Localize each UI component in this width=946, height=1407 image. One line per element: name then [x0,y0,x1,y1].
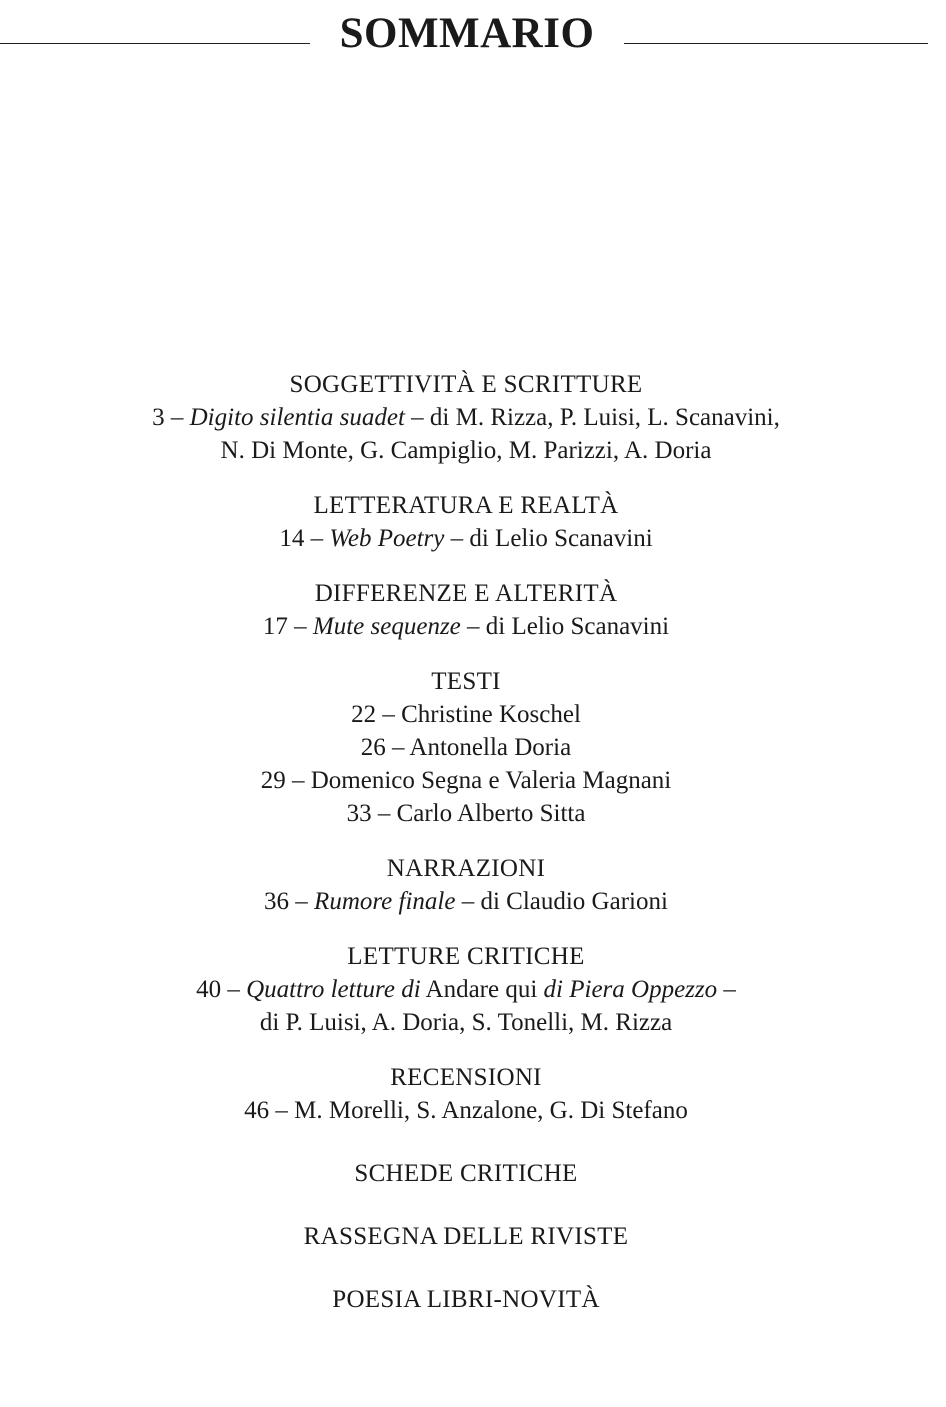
work-title: Quattro letture di [246,976,421,1003]
page-number: 3 – [152,404,190,431]
toc-entry [0,885,932,918]
toc-entry [0,731,932,764]
entry-authors: – di M. Rizza, P. Luisi, L. Scanavini, [404,404,780,431]
work-title: Rumore finale [314,888,456,915]
section-heading: POESIA LIBRI-NOVITÀ [332,1286,600,1313]
entry-authors: – [717,976,736,1003]
page-number: 26 – [360,734,410,761]
entry-authors: Carlo Alberto Sitta [396,800,586,827]
work-title: di Piera Oppezzo [543,976,718,1003]
title-rule-right [624,43,928,44]
page-number: 46 – [244,1097,295,1124]
work-title: Web Poetry [329,525,445,552]
entry-authors: Christine Koschel [401,701,581,728]
toc-entry [0,973,932,1006]
toc-section [0,1061,932,1127]
toc-entry [0,434,932,467]
entry-authors: Domenico Segna e Valeria Magnani [310,767,672,794]
toc-entry [0,1094,932,1127]
toc-section [0,940,932,1039]
title-rule-left [0,43,310,44]
section-heading: RASSEGNA DELLE RIVISTE [303,1223,629,1250]
entry-authors: N. Di Monte, G. Campiglio, M. Parizzi, A. Doria [220,437,712,464]
section-heading: NARRAZIONI [386,855,546,882]
work-title: Mute sequenze [312,613,461,640]
page-number: 14 – [279,525,330,552]
page-number: 33 – [346,800,397,827]
entry-authors: – di Claudio Garioni [455,888,668,915]
entry-authors: M. Morelli, S. Anzalone, G. Di Stefano [294,1097,688,1124]
page-number: 40 – [196,976,247,1003]
page-title: SOMMARIO [339,10,595,57]
section-heading: SCHEDE CRITICHE [354,1160,578,1187]
section-heading: DIFFERENZE E ALTERITÀ [314,580,618,607]
page-number: 36 – [264,888,315,915]
section-heading: TESTI [431,668,501,695]
toc-section [0,368,932,467]
section-heading: SOGGETTIVITÀ E SCRITTURE [289,371,643,398]
page-number: 17 – [262,613,313,640]
toc-entry [0,522,932,555]
entry-authors: – di Lelio Scanavini [460,613,670,640]
toc-section [0,852,932,918]
table-of-contents [0,368,932,1316]
entry-authors: – di Lelio Scanavini [444,525,653,552]
section-heading: LETTERATURA E REALTÀ [313,492,619,519]
entry-authors: Antonella Doria [409,734,572,761]
section-heading: LETTURE CRITICHE [347,943,585,970]
section-heading: RECENSIONI [390,1064,542,1091]
title-row [0,8,946,60]
toc-entry [0,610,932,643]
page-number: 22 – [351,701,402,728]
toc-entry [0,764,932,797]
entry-authors: di P. Luisi, A. Doria, S. Tonelli, M. Rizza [259,1009,673,1036]
toc-section [0,577,932,643]
toc-section [0,665,932,830]
page-number: 29 – [260,767,311,794]
toc-entry [0,1006,932,1039]
work-title-upright: Andare qui [420,976,544,1003]
toc-entry [0,401,932,434]
toc-entry [0,797,932,830]
work-title: Digito silentia suadet [189,404,405,431]
toc-entry [0,698,932,731]
toc-section [0,489,932,555]
